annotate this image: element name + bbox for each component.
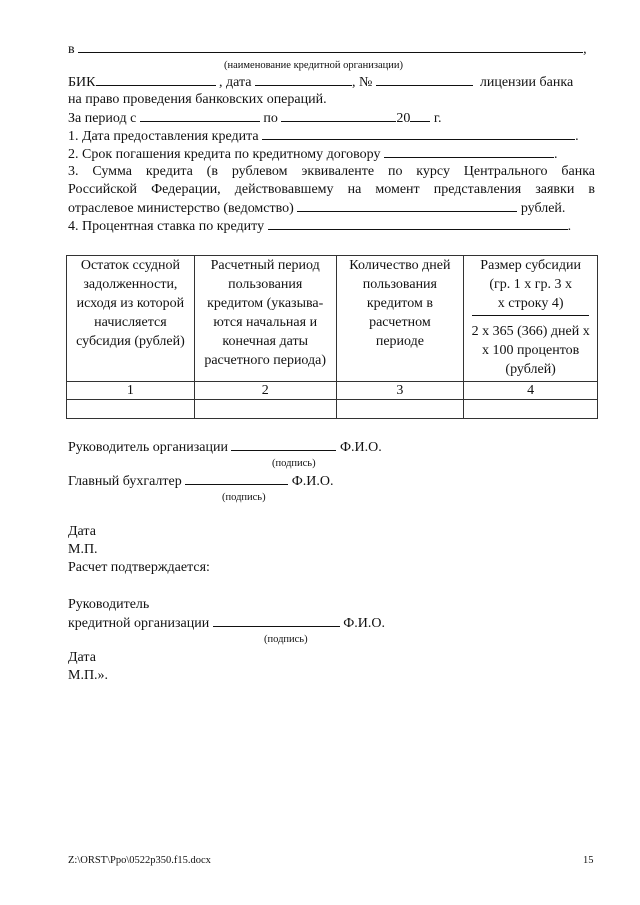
col2-line: расчетного периода)	[204, 353, 327, 368]
fio-label: Ф.И.О.	[339, 440, 382, 455]
period-year-suffix: г.	[433, 111, 442, 126]
item-2-dot: .	[553, 147, 558, 162]
col1-line: задолженности,	[83, 277, 178, 292]
col1-line: начисляется	[94, 315, 167, 330]
date-blank	[255, 73, 352, 86]
head-credit-org-signature-line	[68, 614, 385, 633]
subsidy-calculation-table	[66, 255, 598, 419]
table-cell[interactable]	[194, 400, 336, 419]
signature-caption: (подпись)	[264, 634, 308, 645]
table-row	[67, 400, 598, 419]
col2-line: ются начальная и	[213, 315, 318, 330]
fio-label: Ф.И.О.	[343, 616, 385, 631]
prefix-v: в	[68, 42, 75, 57]
col1-line: Остаток ссудной	[80, 258, 180, 273]
col4-bottom-line: 2 x 365 (366) дней x	[471, 324, 590, 339]
column-number: 1	[67, 382, 195, 400]
trailing-comma: ,	[583, 42, 587, 57]
date-label-1: Дата	[68, 524, 96, 539]
year-blank	[410, 109, 430, 122]
item-2-label: 2. Срок погашения кредита по кредитному договору	[68, 147, 381, 162]
confirmed-label: Расчет подтверждается:	[68, 560, 210, 575]
item-1-label: 1. Дата предоставления кредита	[68, 129, 259, 144]
item-3-line-1: 3. Сумма кредита (в рублевом эквиваленте по курсу Центрального банка	[68, 164, 595, 179]
col4-top-line: Размер субсидии	[480, 258, 581, 273]
header-cell-balance	[67, 256, 195, 382]
stamp-label-1: М.П.	[68, 542, 98, 557]
col2-line: Расчетный период	[210, 258, 320, 273]
date-label-2: Дата	[68, 650, 96, 665]
item-4-blank	[268, 217, 568, 230]
col2-line: кредитом (указыва-	[207, 296, 324, 311]
header-cell-period	[194, 256, 336, 382]
head-org-label: Руководитель организации	[68, 440, 228, 455]
page-number: 15	[583, 855, 594, 866]
col4-top-line: x строку 4)	[497, 296, 564, 311]
stamp-label-2: М.П.».	[68, 668, 109, 683]
head-org-signature-blank	[231, 438, 336, 451]
org-name-caption: (наименование кредитной организации)	[224, 60, 403, 71]
item-1	[68, 127, 579, 146]
number-label: , №	[351, 75, 373, 90]
period-year-prefix: 20	[396, 111, 411, 126]
header-cell-days	[336, 256, 464, 382]
chief-accountant-signature-line	[68, 472, 334, 491]
col1-line: субсидия (рублей)	[76, 334, 185, 349]
col4-bottom-line: x 100 процентов	[482, 343, 580, 358]
date-label: , дата	[219, 75, 252, 90]
item-2-blank	[384, 145, 554, 158]
item-3-label: отраслевое министерство (ведомство)	[68, 201, 294, 216]
chief-accountant-signature-blank	[185, 472, 288, 485]
col2-line: пользования	[228, 277, 303, 292]
table-cell[interactable]	[67, 400, 195, 419]
column-number: 2	[194, 382, 336, 400]
period-to: по	[263, 111, 278, 126]
footer-file-path: Z:\ORST\Ppo\0522p350.f15.docx	[68, 855, 211, 866]
head-org-signature-line	[68, 438, 382, 457]
table-header-row	[67, 256, 598, 382]
table-column-number-row	[67, 382, 598, 400]
item-3-unit: рублей.	[520, 201, 566, 216]
head-credit-org-line-1: Руководитель	[68, 597, 150, 612]
bik-label: БИК	[68, 75, 96, 90]
col3-line: Количество дней	[349, 258, 451, 273]
item-4	[68, 217, 571, 236]
col3-line: расчетном	[369, 315, 431, 330]
table-cell[interactable]	[336, 400, 464, 419]
subsidy-fraction-numerator	[472, 256, 589, 316]
column-number: 4	[464, 382, 598, 400]
period-label: За период с	[68, 111, 137, 126]
org-name-blank	[78, 40, 583, 53]
header-cell-subsidy	[464, 256, 598, 382]
col3-line: пользования	[362, 277, 437, 292]
item-1-blank	[262, 127, 575, 140]
org-name-line	[68, 40, 587, 59]
head-credit-org-label: кредитной организации	[68, 616, 210, 631]
col4-top-line: (гр. 1 x гр. 3 x	[489, 277, 572, 292]
license-number-blank	[376, 73, 473, 86]
column-number: 3	[336, 382, 464, 400]
license-continuation: на право проведения банковских операций.	[68, 92, 327, 107]
item-3-line-2: Российской Федерации, действовавшему на момент представления заявки в	[68, 182, 595, 197]
signature-caption: (подпись)	[222, 492, 266, 503]
item-3-blank	[297, 199, 517, 212]
bik-line	[68, 73, 573, 92]
fio-label: Ф.И.О.	[291, 474, 334, 489]
period-to-blank	[281, 109, 396, 122]
item-3-line-3	[68, 199, 565, 218]
col3-line: периоде	[375, 334, 424, 349]
table-cell[interactable]	[464, 400, 598, 419]
period-from-blank	[140, 109, 260, 122]
item-4-label: 4. Процентная ставка по кредиту	[68, 219, 265, 234]
item-2	[68, 145, 557, 164]
period-line	[68, 109, 442, 128]
license-label: лицензии банка	[479, 75, 574, 90]
item-4-dot: .	[567, 219, 572, 234]
col4-bottom-line: (рублей)	[505, 362, 556, 377]
col2-line: конечная даты	[222, 334, 308, 349]
head-credit-org-signature-blank	[213, 614, 340, 627]
bik-blank	[96, 73, 216, 86]
chief-accountant-label: Главный бухгалтер	[68, 474, 182, 489]
signature-caption: (подпись)	[272, 458, 316, 469]
item-1-dot: .	[575, 129, 579, 144]
col1-line: исходя из которой	[76, 296, 185, 311]
col3-line: кредитом в	[366, 296, 433, 311]
